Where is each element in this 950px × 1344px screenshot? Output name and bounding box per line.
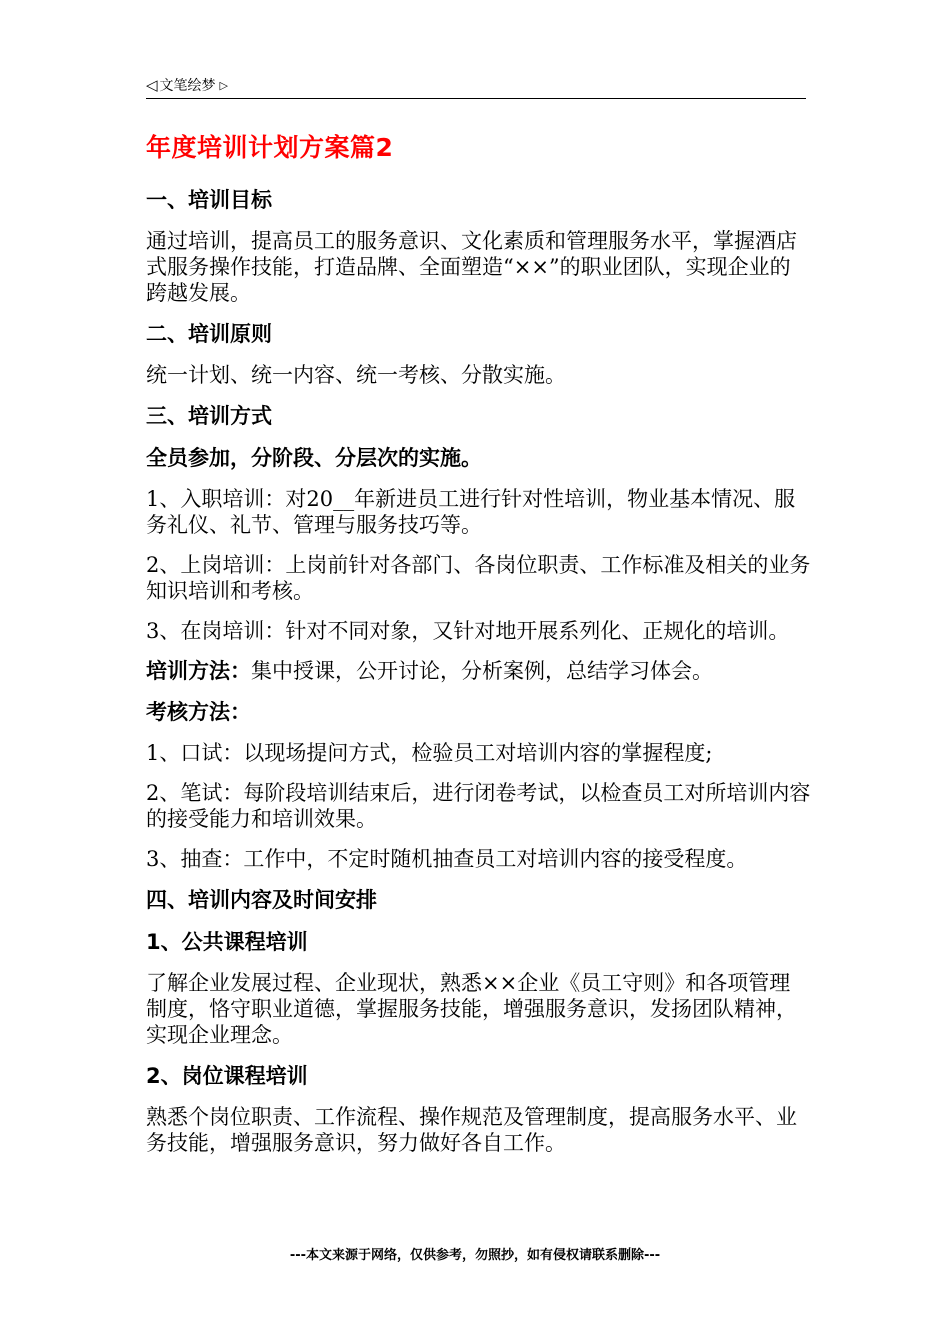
section-heading-goal: 一、培训目标 (146, 188, 272, 212)
training-method-label: 培训方法： (146, 659, 251, 683)
post-course-text: 熟悉个岗位职责、工作流程、操作规范及管理制度，提高服务水平、业务技能，增强服务意识，努力做好各自工作。 (146, 1105, 797, 1155)
document-title: 年度培训计划方案篇2 (146, 133, 394, 162)
method-item-1: 1、入职培训：对20__年新进员工进行针对性培训，物业基本情况、服务礼仪、礼节、管理与服务技巧等。 (146, 487, 796, 537)
section-heading-content: 四、培训内容及时间安排 (146, 888, 377, 912)
right-triangle-icon: ▷ (219, 78, 229, 92)
section-subheading-method: 全员参加，分阶段、分层次的实施。 (146, 446, 482, 470)
page-header (146, 72, 806, 99)
post-course-heading: 2、岗位课程培训 (146, 1064, 308, 1088)
brand-name: 文笔绘梦 (159, 78, 216, 94)
public-course-heading: 1、公共课程培训 (146, 930, 308, 954)
page-footer: ---本文来源于网络，仅供参考，勿照抄，如有侵权请联系删除--- (289, 1248, 661, 1263)
section-heading-principle: 二、培训原则 (146, 322, 272, 346)
training-method-text: 集中授课，公开讨论，分析案例，总结学习体会。 (251, 659, 713, 683)
section-text-principle: 统一计划、统一内容、统一考核、分散实施。 (146, 363, 566, 387)
public-course-text: 了解企业发展过程、企业现状，熟悉××企业《员工守则》和各项管理制度，恪守职业道德，掌握服务技能，增强服务意识，发扬团队精神，实现企业理念。 (146, 971, 797, 1047)
assessment-heading: 考核方法： (146, 700, 251, 724)
section-heading-method: 三、培训方式 (146, 404, 272, 428)
left-triangle-icon: ◁ (146, 75, 158, 94)
assessment-item-2: 2、笔试：每阶段培训结束后，进行闭卷考试，以检查员工对所培训内容的接受能力和培训效果。 (146, 781, 811, 831)
section-text-goal: 通过培训，提高员工的服务意识、文化素质和管理服务水平，掌握酒店式服务操作技能，打造品牌、全面塑造“××”的职业团队，实现企业的跨越发展。 (146, 229, 797, 305)
method-item-2: 2、上岗培训：上岗前针对各部门、各岗位职责、工作标准及相关的业务知识培训和考核。 (146, 553, 811, 603)
training-method-paragraph (146, 658, 811, 684)
method-item-3: 3、在岗培训：针对不同对象，又针对地开展系列化、正规化的培训。 (146, 619, 790, 643)
document-body (146, 128, 811, 1170)
assessment-item-3: 3、抽查：工作中，不定时随机抽查员工对培训内容的接受程度。 (146, 847, 748, 871)
assessment-item-1: 1、口试：以现场提问方式，检验员工对培训内容的掌握程度; (146, 741, 713, 765)
